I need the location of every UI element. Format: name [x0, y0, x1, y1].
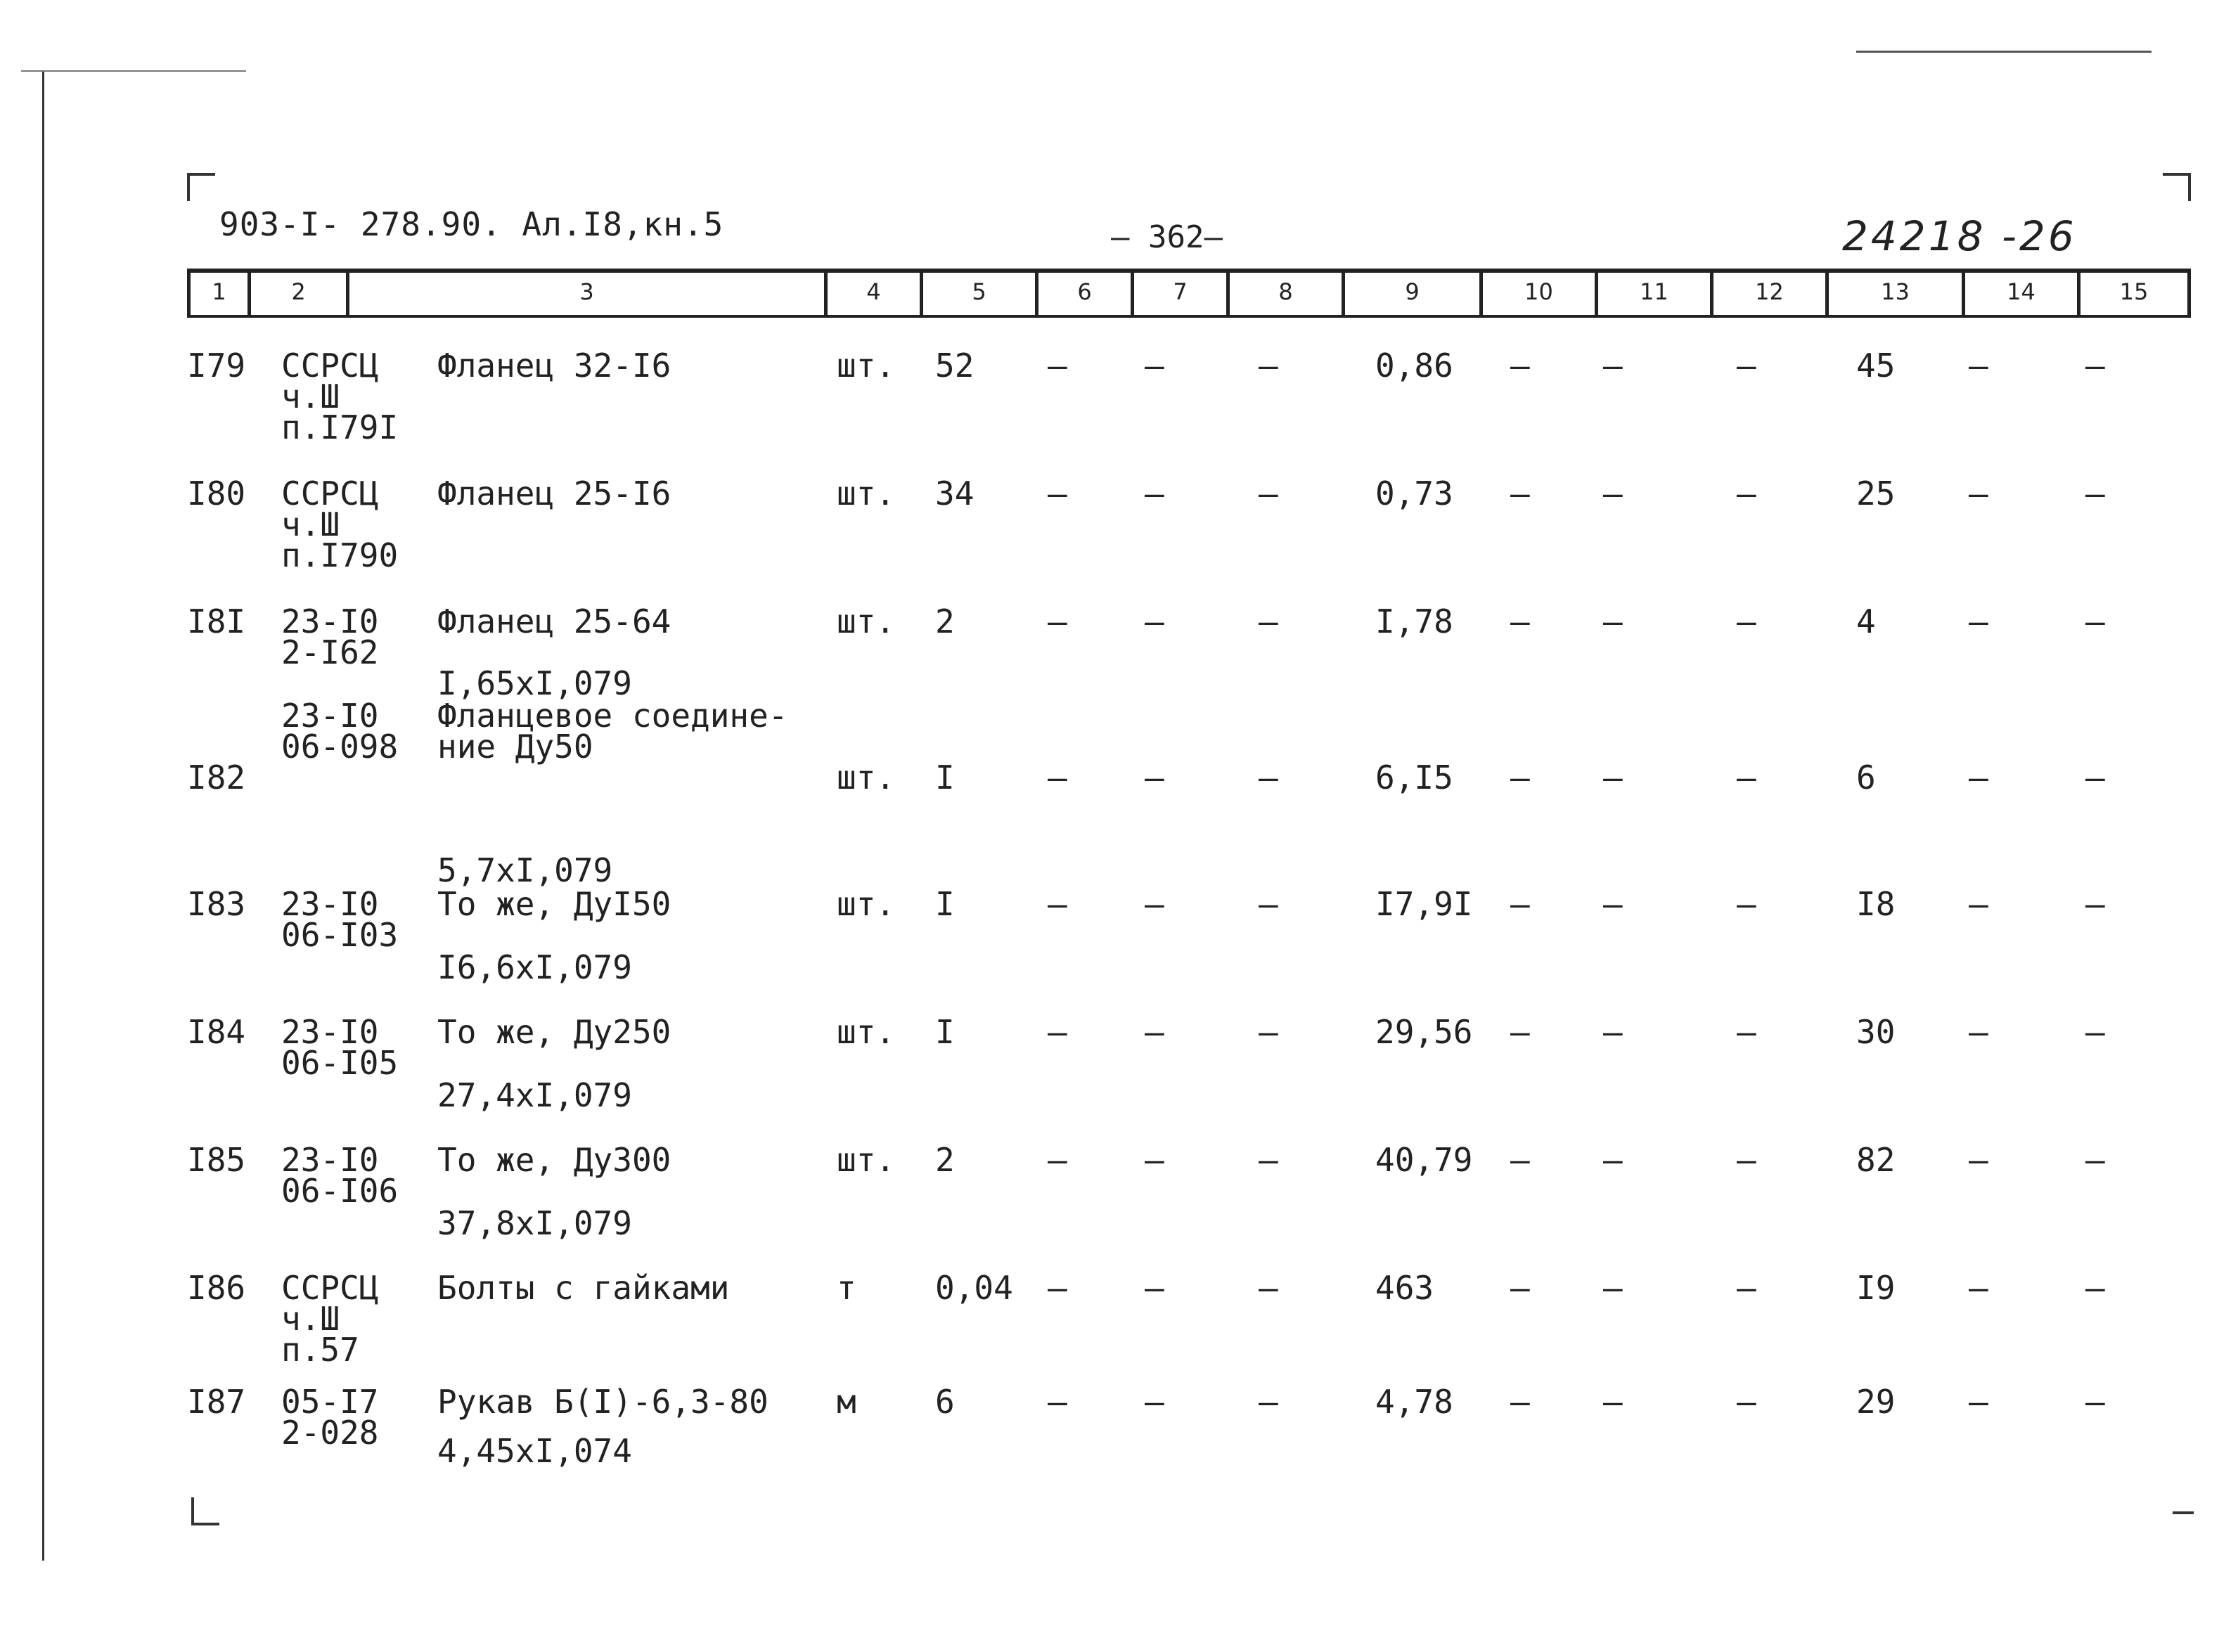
cell-value: –: [1048, 1141, 1067, 1179]
column-header: 12: [1710, 269, 1825, 318]
row-number: I8I: [187, 602, 246, 640]
item-name: То же, ДуI50: [437, 885, 671, 923]
cell-value: –: [1510, 1383, 1530, 1421]
left-margin-line: [42, 70, 44, 1561]
unit: т: [837, 1269, 856, 1307]
cell-value: –: [1510, 347, 1530, 385]
column-header: 4: [824, 269, 920, 318]
column-header: 2: [247, 269, 346, 318]
cell-value: –: [1737, 602, 1756, 640]
unit: шт.: [837, 475, 896, 512]
column-header: 9: [1342, 269, 1479, 318]
cell-value: –: [1510, 759, 1530, 796]
cell-value: –: [1145, 475, 1164, 512]
item-calculation: 5,7хI,079: [437, 851, 613, 889]
cell-value: –: [1737, 475, 1756, 512]
quantity: 34: [935, 475, 975, 512]
cell-value: –: [1145, 602, 1164, 640]
reference-code: ССРСЦ ч.Ш п.57: [281, 1269, 379, 1369]
cell-value: –: [1145, 347, 1164, 385]
reference-code: ССРСЦ ч.Ш п.I79I: [281, 347, 399, 446]
cell-value: –: [1969, 347, 1988, 385]
cell-value: –: [1259, 885, 1278, 923]
corner-mark-top-left-v: [187, 173, 190, 201]
top-left-scan-line: [21, 70, 246, 72]
cell-value: –: [1969, 1383, 1988, 1421]
cell-value: –: [1510, 1269, 1530, 1307]
cell-value: –: [1603, 759, 1623, 796]
cell-value: –: [1603, 602, 1623, 640]
unit: шт.: [837, 759, 896, 796]
total-value: I9: [1856, 1269, 1896, 1307]
cell-value: –: [1259, 759, 1278, 796]
cell-value: –: [1737, 1141, 1756, 1179]
cell-value: –: [1048, 347, 1067, 385]
corner-mark-bottom-left-h: [191, 1523, 219, 1525]
item-calculation: I6,6хI,079: [437, 948, 632, 986]
cell-value: –: [2085, 885, 2105, 923]
item-calculation: 27,4хI,079: [437, 1076, 632, 1114]
cell-value: –: [1259, 347, 1278, 385]
unit: шт.: [837, 347, 896, 385]
unit-price: 29,56: [1375, 1013, 1473, 1051]
unit-price: 4,78: [1375, 1383, 1453, 1421]
cell-value: –: [1259, 1013, 1278, 1051]
corner-mark-top-right-h: [2163, 173, 2191, 176]
unit: шт.: [837, 1141, 896, 1179]
column-header: 7: [1131, 269, 1226, 318]
column-header: 13: [1825, 269, 1962, 318]
quantity: 0,04: [935, 1269, 1013, 1307]
item-name: Рукав Б(I)-6,3-80: [437, 1383, 768, 1421]
cell-value: –: [1048, 759, 1067, 796]
handwritten-number: 24218 -26: [1842, 212, 2077, 260]
cell-value: –: [2085, 1141, 2105, 1179]
quantity: 52: [935, 347, 975, 385]
document-code: 903-I- 278.90. Ал.I8,кн.5: [219, 205, 724, 243]
cell-value: –: [1048, 885, 1067, 923]
corner-mark-bottom-left-v: [191, 1497, 194, 1525]
cell-value: –: [1969, 759, 1988, 796]
row-number: I85: [187, 1141, 246, 1179]
column-header: 11: [1595, 269, 1710, 318]
unit-price: 463: [1375, 1269, 1434, 1307]
total-value: 45: [1856, 347, 1896, 385]
corner-mark-top-right-v: [2188, 173, 2191, 201]
cell-value: –: [1603, 347, 1623, 385]
item-calculation: I,65хI,079: [437, 664, 632, 702]
top-right-scan-line: [1856, 51, 2152, 53]
cell-value: –: [1510, 885, 1530, 923]
quantity: 2: [935, 1141, 955, 1179]
item-name: Фланец 25-64: [437, 602, 671, 640]
row-number: I82: [187, 759, 246, 796]
unit-price: 0,86: [1375, 347, 1453, 385]
row-number: I80: [187, 475, 246, 512]
cell-value: –: [1969, 1141, 1988, 1179]
column-header: 5: [920, 269, 1035, 318]
column-header: 6: [1035, 269, 1131, 318]
unit-price: 6,I5: [1375, 759, 1453, 796]
row-number: I79: [187, 347, 246, 385]
total-value: 30: [1856, 1013, 1896, 1051]
reference-code: 23-I0 2-I62: [281, 602, 379, 671]
total-value: 29: [1856, 1383, 1896, 1421]
total-value: 4: [1856, 602, 1876, 640]
corner-mark-bottom-right-h: [2173, 1511, 2194, 1514]
cell-value: –: [1737, 885, 1756, 923]
cell-value: –: [1603, 1013, 1623, 1051]
cell-value: –: [1259, 1383, 1278, 1421]
cell-value: –: [1259, 1269, 1278, 1307]
cell-value: –: [1969, 1013, 1988, 1051]
cell-value: –: [1259, 602, 1278, 640]
cell-value: –: [2085, 602, 2105, 640]
unit: шт.: [837, 1013, 896, 1051]
cell-value: –: [1603, 1383, 1623, 1421]
cell-value: –: [1603, 475, 1623, 512]
column-header: 10: [1479, 269, 1595, 318]
cell-value: –: [1510, 602, 1530, 640]
quantity: I: [935, 885, 955, 923]
unit: м: [837, 1383, 856, 1421]
corner-mark-top-left-h: [187, 173, 215, 176]
column-header-row: [187, 269, 2191, 318]
item-name: То же, Ду250: [437, 1013, 671, 1051]
reference-code: ССРСЦ ч.Ш п.I790: [281, 475, 399, 574]
page-number: — 362—: [1111, 219, 1223, 255]
column-header: 8: [1226, 269, 1342, 318]
cell-value: –: [1259, 475, 1278, 512]
cell-value: –: [2085, 1383, 2105, 1421]
reference-code: 23-I0 06-I05: [281, 1013, 399, 1082]
reference-code: 23-I0 06-I03: [281, 885, 399, 954]
quantity: I: [935, 1013, 955, 1051]
cell-value: –: [1145, 759, 1164, 796]
cell-value: –: [1048, 602, 1067, 640]
cell-value: –: [1048, 475, 1067, 512]
cell-value: –: [1737, 1269, 1756, 1307]
cell-value: –: [1737, 759, 1756, 796]
item-name: То же, Ду300: [437, 1141, 671, 1179]
cell-value: –: [1145, 1013, 1164, 1051]
unit-price: 40,79: [1375, 1141, 1473, 1179]
cell-value: –: [1145, 1383, 1164, 1421]
cell-value: –: [1145, 885, 1164, 923]
unit-price: I,78: [1375, 602, 1453, 640]
column-header: 1: [187, 269, 247, 318]
total-value: I8: [1856, 885, 1896, 923]
column-header: 15: [2077, 269, 2191, 318]
cell-value: –: [1145, 1269, 1164, 1307]
cell-value: –: [1737, 347, 1756, 385]
cell-value: –: [1737, 1383, 1756, 1421]
cell-value: –: [1048, 1269, 1067, 1307]
cell-value: –: [1969, 475, 1988, 512]
item-name: Фланцевое соедине- ние Ду50: [437, 697, 788, 766]
cell-value: –: [2085, 1013, 2105, 1051]
column-header: 3: [346, 269, 824, 318]
unit: шт.: [837, 885, 896, 923]
cell-value: –: [1969, 602, 1988, 640]
cell-value: –: [1969, 1269, 1988, 1307]
column-header: 14: [1962, 269, 2077, 318]
row-number: I87: [187, 1383, 246, 1421]
item-name: Болты с гайками: [437, 1269, 730, 1307]
total-value: 25: [1856, 475, 1896, 512]
quantity: 6: [935, 1383, 955, 1421]
item-name: Фланец 25-I6: [437, 475, 671, 512]
item-calculation: 4,45хI,074: [437, 1432, 632, 1470]
row-number: I86: [187, 1269, 246, 1307]
cell-value: –: [1145, 1141, 1164, 1179]
item-calculation: 37,8хI,079: [437, 1204, 632, 1242]
cell-value: –: [1603, 885, 1623, 923]
cell-value: –: [1048, 1013, 1067, 1051]
total-value: 82: [1856, 1141, 1896, 1179]
quantity: 2: [935, 602, 955, 640]
cell-value: –: [1510, 1141, 1530, 1179]
unit-price: 0,73: [1375, 475, 1453, 512]
row-number: I83: [187, 885, 246, 923]
reference-code: 05-I7 2-028: [281, 1383, 379, 1452]
cell-value: –: [2085, 475, 2105, 512]
cell-value: –: [1603, 1141, 1623, 1179]
cell-value: –: [1969, 885, 1988, 923]
unit-price: I7,9I: [1375, 885, 1473, 923]
reference-code: 23-I0 06-098: [281, 697, 399, 766]
row-number: I84: [187, 1013, 246, 1051]
cell-value: –: [1259, 1141, 1278, 1179]
cell-value: –: [2085, 759, 2105, 796]
cell-value: –: [1510, 1013, 1530, 1051]
cell-value: –: [2085, 1269, 2105, 1307]
cell-value: –: [1048, 1383, 1067, 1421]
cell-value: –: [2085, 347, 2105, 385]
item-name: Фланец 32-I6: [437, 347, 671, 385]
total-value: 6: [1856, 759, 1876, 796]
cell-value: –: [1737, 1013, 1756, 1051]
cell-value: –: [1510, 475, 1530, 512]
unit: шт.: [837, 602, 896, 640]
cell-value: –: [1603, 1269, 1623, 1307]
quantity: I: [935, 759, 955, 796]
reference-code: 23-I0 06-I06: [281, 1141, 399, 1210]
